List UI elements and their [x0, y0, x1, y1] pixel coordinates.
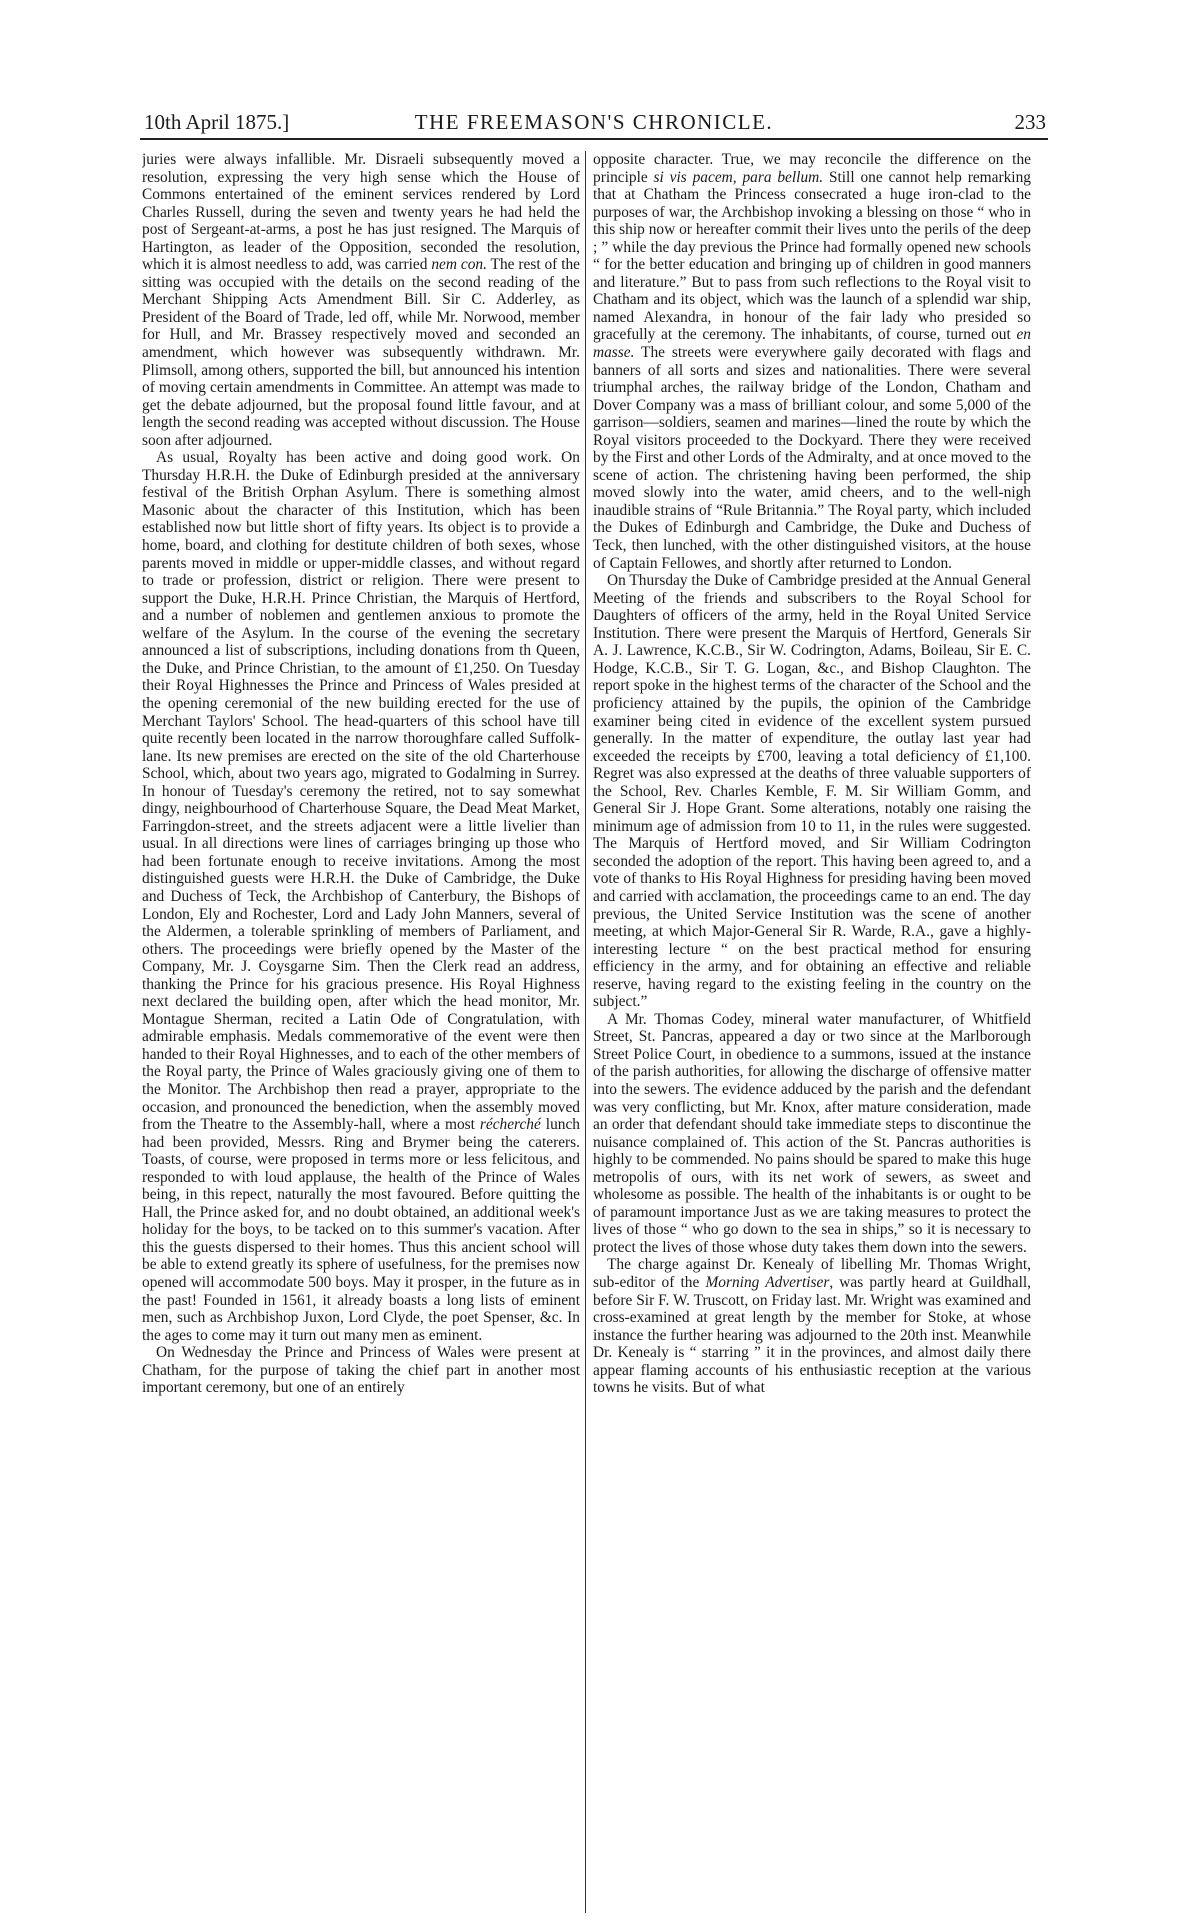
issue-date: 10th April 1875.] [144, 110, 290, 134]
article-paragraph: On Thursday the Duke of Cambridge presided at the Annual General Meeting of the friends and subscribers to the Royal School for Daughters of officers of the army, held in the Royal United Service Institution. There were present the Marquis of Hertford, Generals Sir A. J. Lawrence, K.C.B., Sir W. Codrington, Adams, Boileau, Sir E. C. Hodge, K.C.B., Sir T. G. Logan, &c., and Bishop Claughton. The report spoke in the highest terms of the character of the School and the proficiency attained by the pupils, the opinion of the Cambridge examiner being cited in evidence of the excellent system pursued generally. In the matter of expenditure, the outlay last year had exceeded the receipts by £700, leaving a total deficiency of £1,100. Regret was also expressed at the deaths of three valuable supporters of the School, Rev. Charles Kemble, F. M. Sir William Gomm, and General Sir J. Hope Grant. Some alterations, notably one raising the minimum age of admission from 10 to 11, in the rules were suggested. The Marquis of Hertford moved, and Sir William Codrington seconded the adoption of the report. This having been agreed to, and a vote of thanks to His Royal Highness for presiding having been moved and carried with acclamation, the proceedings came to an end. The day previous, the United Service Institution was the scene of another meeting, at which Major-General Sir R. Warde, R.A., gave a highly-interesting lecture “ on the best practical method for ensuring efficiency in the army, and for obtaining an effective and reliable reserve, having regard to the existing feeling in the country on the subject.” [593, 572, 1031, 1011]
column-divider [585, 151, 586, 1913]
page-header [140, 108, 1048, 140]
article-paragraph: opposite character. True, we may reconcile the difference on the principle si vis pacem, para bellum. Still one cannot help remarking that at Chatham the Princess consecrated a huge iron-clad to the purposes of war, the Archbishop invoking a blessing on those “ who in this ship now or hereafter commit their lives unto the perils of the deep ; ” while the day previous the Prince had formally opened new schools “ for the better education and bringing up of children in good manners and literature.” But to pass from such reflections to the Royal visit to Chatham and its object, which was the launch of a splendid war ship, named Alexandra, in honour of the fair lady who presided so gracefully at the ceremony. The inhabitants, of course, turned out en masse. The streets were everywhere gaily decorated with flags and banners of all sorts and sizes and nationalities. There were several triumphal arches, the railway bridge of the London, Chatham and Dover Company was a mass of brilliant colour, and some 5,000 of the garrison—soldiers, seamen and marines—lined the route by which the Royal visitors proceeded to the Dockyard. There they were received by the First and other Lords of the Admiralty, and at once moved to the scene of action. The christening having been performed, the ship moved slowly into the water, amid cheers, and to the well-nigh inaudible strains of “Rule Britannia.” The Royal party, which included the Dukes of Edinburgh and Cambridge, the Duke and Duchess of Teck, then lunched, with the other distinguished visitors, at the house of Captain Fellowes, and shortly after returned to London. [593, 151, 1031, 572]
article-paragraph: On Wednesday the Prince and Princess of Wales were present at Chatham, for the purpose of taking the chief part in another most important ceremony, but one of an entirely [142, 1344, 580, 1397]
article-paragraph: The charge against Dr. Kenealy of libelling Mr. Thomas Wright, sub-editor of the Morning Advertiser, was partly heard at Guildhall, before Sir F. W. Truscott, on Friday last. Mr. Wright was examined and cross-examined at great length by the member for Stoke, at whose instance the further hearing was adjourned to the 20th inst. Meanwhile Dr. Kenealy is “ starring ” it in the provinces, and almost daily there appear flaming accounts of his enthusiastic reception at the various towns he visits. But of what [593, 1256, 1031, 1397]
right-column [593, 151, 1031, 1913]
article-paragraph: A Mr. Thomas Codey, mineral water manufacturer, of Whitfield Street, St. Pancras, appeared a day or two since at the Marlborough Street Police Court, in obedience to a summons, issued at the instance of the parish authorities, for allowing the discharge of offensive matter into the sewers. The evidence adduced by the parish and the defendant was very conflicting, but Mr. Knox, after mature consideration, made an order that defendant should take immediate steps to discontinue the nuisance complained of. This action of the St. Pancras authorities is highly to be commended. No pains should be spared to make this huge metropolis of ours, with its net work of sewers, as sweet and wholesome as possible. The health of the inhabitants is or ought to be of paramount importance Just as we are taking measures to protect the lives of those “ who go down to the sea in ships,” so it is necessary to protect the lives of those whose duty takes them down into the sewers. [593, 1010, 1031, 1256]
article-paragraph: As usual, Royalty has been active and doing good work. On Thursday H.R.H. the Duke of Edinburgh presided at the anniversary festival of the British Orphan Asylum. There is something almost Masonic about the character of this Institution, which has been established now but little short of fifty years. Its object is to provide a home, board, and clothing for destitute children of both sexes, whose parents moved in middle or upper-middle classes, and without regard to trade or profession, district or religion. There were present to support the Duke, H.R.H. Prince Christian, the Marquis of Hertford, and a number of noblemen and gentlemen anxious to promote the welfare of the Asylum. In the course of the evening the secretary announced a list of subscriptions, including donations from th Queen, the Duke, and Prince Christian, to the amount of £1,250. On Tuesday their Royal Highnesses the Prince and Princess of Wales presided at the opening ceremonial of the new building erected for the use of Merchant Taylors' School. The head-quarters of this school have till quite recently been located in the narrow thoroughfare called Suffolk-lane. Its new premises are erected on the site of the old Charterhouse School, which, about two years ago, migrated to Godalming in Surrey. In honour of Tuesday's ceremony the retired, not to say somewhat dingy, neighbourhood of Charterhouse Square, the Dead Meat Market, Farringdon-street, and the streets adjacent were a little livelier than usual. In all directions were lines of carriages bringing up those who had been fortunate enough to receive invitations. Among the most distinguished guests were H.R.H. the Duke of Cambridge, the Duke and Duchess of Teck, the Archbishop of Canterbury, the Bishops of London, Ely and Rochester, Lord and Lady John Manners, several of the Aldermen, a tolerable sprinkling of members of Parliament, and others. The proceedings were briefly opened by the Master of the Company, Mr. J. Coysgarne Sim. Then the Clerk read an address, thanking the Prince for his gracious presence. His Royal Highness next declared the building open, after which the head monitor, Mr. Montague Sherman, recited a Latin Ode of Congratulation, with admirable emphasis. Medals commemorative of the event were then handed to their Royal Highnesses, and to each of the other members of the Royal party, the Prince of Wales graciously giving one of them to the Monitor. The Archbishop then read a prayer, appropriate to the occasion, and pronounced the benediction, when the assembly moved from the Theatre to the Assembly-hall, where a most récherché lunch had been provided, Messrs. Ring and Brymer being the caterers. Toasts, of course, were proposed in terms more or less felicitous, and responded to with loud applause, the health of the Prince of Wales being, in this repect, naturally the most favoured. Before quitting the Hall, the Prince asked for, and no doubt obtained, an additional week's holiday for the boys, to be tacked on to this summer's vacation. After this the guests dispersed to their homes. Thus this ancient school will be able to extend greatly its sphere of usefulness, for the premises now opened will accommodate 500 boys. May it prosper, in the future as in the past! Founded in 1561, it already boasts a long lists of eminent men, such as Archbishop Juxon, Lord Clyde, the poet Spenser, &c. In the ages to come may it turn out many men as eminent. [142, 449, 580, 1344]
publication-title: THE FREEMASON'S CHRONICLE. [414, 110, 774, 134]
article-paragraph: juries were always infallible. Mr. Disraeli subsequently moved a resolution, expressing the very high sense which the House of Commons entertained of the eminent services rendered by Lord Charles Russell, during the seven and twenty years he had held the post of Sergeant-at-arms, a post he has just resigned. The Marquis of Hartington, as leader of the Opposition, seconded the resolution, which it is almost needless to add, was carried nem con. The rest of the sitting was occupied with the details on the second reading of the Merchant Shipping Acts Amendment Bill. Sir C. Adderley, as President of the Board of Trade, led off, while Mr. Norwood, member for Hull, and Mr. Brassey respectively moved and seconded an amendment, which however was subsequently withdrawn. Mr. Plimsoll, among others, supported the bill, but announced his intention of moving certain amendments in Committee. An attempt was made to get the debate adjourned, but the proposal found little favour, and at length the second reading was accepted without discussion. The House soon after adjourned. [142, 151, 580, 449]
page-number: 233 [1014, 110, 1046, 134]
left-column [142, 151, 580, 1913]
